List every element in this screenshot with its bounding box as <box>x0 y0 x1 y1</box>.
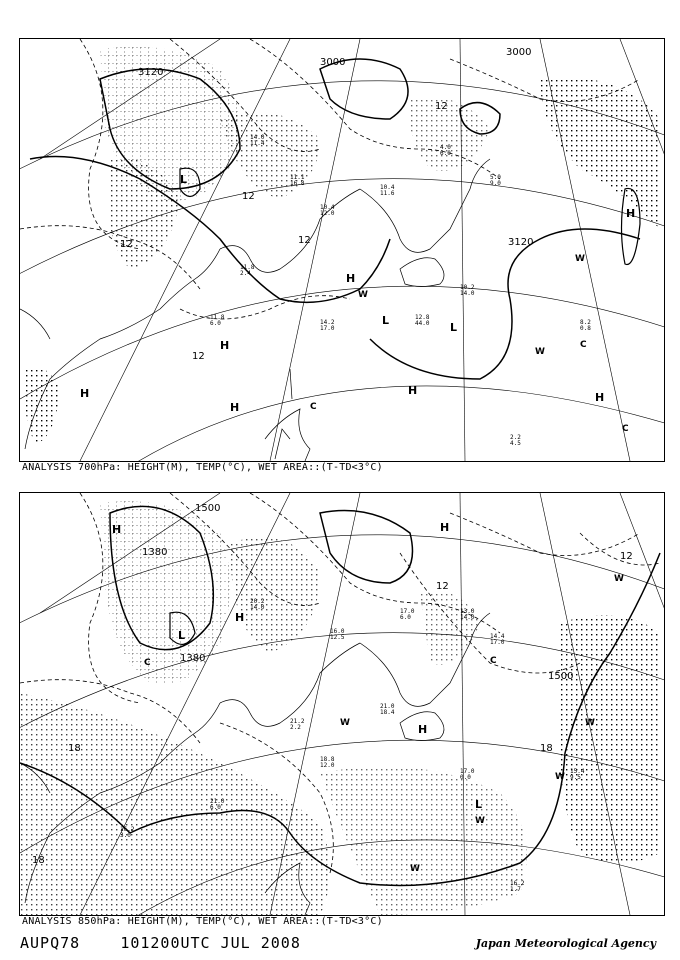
low-center: L <box>180 173 188 186</box>
temp-areas <box>310 254 629 434</box>
caption-850hpa: ANALYSIS 850hPa: HEIGHT(M), TEMP(°C), WET AREA::(T-TD<3°C) <box>22 916 383 927</box>
svg-text:10.4: 10.4 <box>380 184 395 191</box>
svg-text:8.2: 8.2 <box>580 319 591 326</box>
svg-text:9.0: 9.0 <box>490 180 501 187</box>
warm-center: W <box>340 718 350 728</box>
cold-center: C <box>310 402 317 412</box>
svg-text:12.8: 12.8 <box>415 314 430 321</box>
warm-center: W <box>475 816 485 826</box>
svg-text:3.0: 3.0 <box>120 832 131 839</box>
warm-center: W <box>614 574 624 584</box>
svg-text:6.0: 6.0 <box>210 804 221 811</box>
contour-label: 12 <box>298 235 311 246</box>
contour-label: 1500 <box>195 503 221 514</box>
high-center: H <box>408 384 418 397</box>
svg-text:0.8: 0.8 <box>580 325 591 332</box>
high-center: H <box>626 207 636 220</box>
svg-text:11.8: 11.8 <box>210 314 225 321</box>
contour-label: 3120 <box>508 237 534 248</box>
svg-text:14.4: 14.4 <box>490 633 505 640</box>
svg-text:17.0: 17.0 <box>460 768 475 775</box>
svg-text:5.0: 5.0 <box>490 174 501 181</box>
svg-text:16.8: 16.8 <box>290 180 305 187</box>
svg-text:6.0: 6.0 <box>440 150 451 157</box>
svg-text:17.0: 17.0 <box>320 325 335 332</box>
cold-center: C <box>580 340 587 350</box>
svg-text:11.6: 11.6 <box>380 190 395 197</box>
contour-label: 3120 <box>138 67 164 78</box>
warm-center: W <box>585 718 595 728</box>
svg-text:17.0: 17.0 <box>490 639 505 646</box>
low-center: L <box>178 629 186 642</box>
chart-header <box>20 934 301 952</box>
svg-text:2.2: 2.2 <box>290 724 301 731</box>
svg-text:12.5: 12.5 <box>330 634 345 641</box>
contour-label: 12 <box>192 351 205 362</box>
svg-text:9.5: 9.5 <box>570 774 581 781</box>
agency-name: Japan Meteorological Agency <box>475 937 656 950</box>
svg-text:20.2: 20.2 <box>250 598 265 605</box>
cold-center: C <box>144 658 151 668</box>
svg-text:14.0: 14.0 <box>460 290 475 297</box>
svg-text:10.4: 10.4 <box>320 204 335 211</box>
svg-text:44.0: 44.0 <box>415 320 430 327</box>
svg-text:16.0: 16.0 <box>330 628 345 635</box>
svg-text:0.0: 0.0 <box>460 774 471 781</box>
contour-label: 12 <box>435 101 448 112</box>
svg-text:16.2: 16.2 <box>510 880 525 887</box>
svg-text:21.0: 21.0 <box>210 798 225 805</box>
contour-label: 3000 <box>506 47 532 58</box>
map-700hpa <box>20 39 664 461</box>
warm-center: W <box>358 290 368 300</box>
svg-text:11.8: 11.8 <box>240 264 255 271</box>
cold-center: C <box>490 656 497 666</box>
svg-text:4.5: 4.5 <box>510 440 521 447</box>
svg-text:1.7: 1.7 <box>510 886 521 893</box>
contour-label: 3000 <box>320 57 346 68</box>
svg-text:2.2: 2.2 <box>510 434 521 441</box>
cold-center: C <box>622 424 629 434</box>
map-panel-850hpa <box>19 492 665 916</box>
svg-text:14.0: 14.0 <box>460 614 475 621</box>
high-center: H <box>230 401 240 414</box>
contour-label: 12 <box>436 581 449 592</box>
contour-label: 12 <box>120 239 133 250</box>
low-center: L <box>450 321 458 334</box>
contour-label: 12 <box>620 551 633 562</box>
svg-text:21.0: 21.0 <box>380 703 395 710</box>
low-center: L <box>475 798 483 811</box>
contour-label: 12 <box>242 191 255 202</box>
svg-text:21.2: 21.2 <box>290 718 305 725</box>
contour-label: 1380 <box>142 547 168 558</box>
svg-text:11.4: 11.4 <box>250 140 265 147</box>
map-850hpa <box>20 493 664 915</box>
high-center: H <box>346 272 356 285</box>
svg-text:18.4: 18.4 <box>380 709 395 716</box>
warm-center: W <box>535 347 545 357</box>
high-center: H <box>418 723 428 736</box>
contour-label: 1380 <box>180 653 206 664</box>
contour-label: 18 <box>32 855 45 866</box>
svg-text:15.4: 15.4 <box>570 768 585 775</box>
warm-center: W <box>575 254 585 264</box>
svg-text:4.0: 4.0 <box>440 144 451 151</box>
svg-text:2.4: 2.4 <box>240 270 251 277</box>
chart-id: AUPQ78 <box>20 934 81 952</box>
svg-text:18.8: 18.8 <box>320 756 335 763</box>
svg-text:13.0: 13.0 <box>460 608 475 615</box>
valid-time: 101200UTC JUL 2008 <box>120 934 301 952</box>
low-center: L <box>382 314 390 327</box>
contour-label: 18 <box>540 743 553 754</box>
high-center: H <box>440 521 450 534</box>
svg-text:12.0: 12.0 <box>320 762 335 769</box>
warm-center: W <box>555 772 565 782</box>
svg-text:16.2: 16.2 <box>120 826 135 833</box>
svg-text:12.0: 12.0 <box>320 210 335 217</box>
coastlines <box>20 159 490 461</box>
warm-center: W <box>410 864 420 874</box>
high-center: H <box>80 387 90 400</box>
contour-label: 1500 <box>548 671 574 682</box>
caption-700hpa: ANALYSIS 700hPa: HEIGHT(M), TEMP(°C), WET AREA::(T-TD<3°C) <box>22 462 383 473</box>
svg-text:11.1: 11.1 <box>290 174 305 181</box>
high-center: H <box>112 523 122 536</box>
svg-text:14.0: 14.0 <box>250 604 265 611</box>
svg-text:10.2: 10.2 <box>460 284 475 291</box>
svg-text:6.0: 6.0 <box>210 320 221 327</box>
svg-text:14.0: 14.0 <box>250 134 265 141</box>
high-center: H <box>220 339 230 352</box>
svg-text:17.0: 17.0 <box>400 608 415 615</box>
contour-label: 18 <box>68 743 81 754</box>
svg-text:14.2: 14.2 <box>320 319 335 326</box>
high-center: H <box>235 611 245 624</box>
svg-text:6.0: 6.0 <box>400 614 411 621</box>
high-center: H <box>595 391 605 404</box>
map-panel-700hpa <box>19 38 665 462</box>
